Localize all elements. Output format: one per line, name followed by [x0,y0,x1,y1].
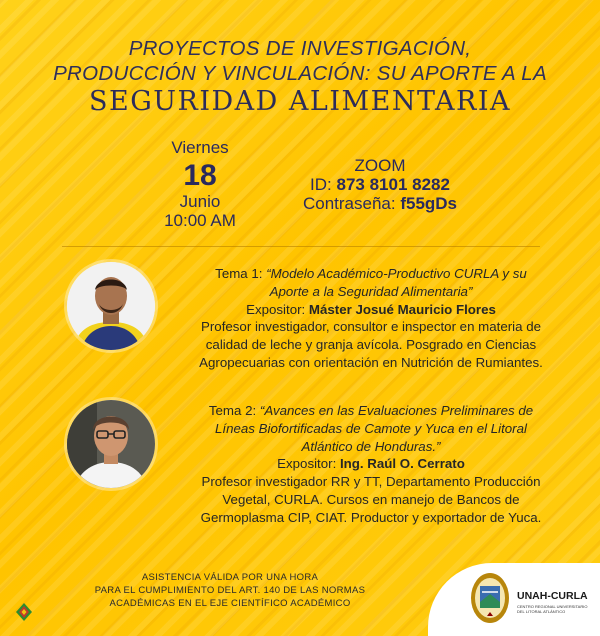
leaf-logo-icon [14,602,34,622]
speaker-2-photo [67,400,155,488]
talk-2-topic [196,402,546,455]
title-lines [0,36,600,86]
attendance-line-2: PARA EL CUMPLIMIENTO DEL ART. 140 DE LAS NORMAS [94,585,366,596]
zoom-id-label: ID: [310,175,332,194]
talk-1-expositor [196,301,546,319]
university-seal-icon [470,572,510,624]
zoom-id-value: 873 8101 8282 [336,175,450,194]
title-line-2: PRODUCCIÓN Y VINCULACIÓN: SU APORTE A LA [53,62,547,85]
date-month: Junio [179,192,221,211]
talk-1-tema-title: “Modelo Académico-Productivo CURLA y su Aporte a la Seguridad Alimentaria” [266,266,527,299]
date-time: 10:00 AM [164,211,236,230]
event-date [140,138,260,230]
talk-1-topic [196,265,546,301]
talk-1-expositor-label: Expositor: [246,301,306,317]
speaker-1-photo [67,262,155,350]
talk-2 [196,402,546,527]
talk-2-expositor [196,455,546,473]
attendance-note [60,571,400,610]
title-line-1: PROYECTOS DE INVESTIGACIÓN, [128,37,472,60]
talk-1-expositor-name: Máster Josué Mauricio Flores [308,301,496,317]
talk-2-expositor-name: Ing. Raúl O. Cerrato [339,456,465,472]
date-weekday: Viernes [171,138,229,157]
talk-2-bio: Profesor investigador RR y TT, Departamento Producción Vegetal, CURLA. Cursos en manejo de Bancos de Germoplasma CIP, CIAT. Productor y exportador de Yuca. [200,474,542,525]
talk-2-expositor-label: Expositor: [277,456,337,472]
attendance-line-1: ASISTENCIA VÁLIDA POR UNA HORA [141,572,319,583]
zoom-password [280,194,480,213]
talk-1 [196,265,546,372]
zoom-label: ZOOM [354,156,406,175]
brand-subtitle: CENTRO REGIONAL UNIVERSITARIO DEL LITORAL ATLÁNTICO [517,604,588,614]
date-day: 18 [183,159,217,192]
zoom-password-label: Contraseña: [302,194,396,213]
brand-name: UNAH-CURLA [517,590,588,602]
zoom-password-value: f55gDs [400,194,458,213]
zoom-id [280,175,480,194]
talk-2-tema-title: “Avances en las Evaluaciones Preliminares de Líneas Biofortificadas de Camote y Yuca en el Litoral Atlántico de Honduras.” [215,403,534,454]
talk-1-tema-label: Tema 1: [215,266,263,281]
talk-1-bio: Profesor investigador, consultor e inspector en materia de calidad de leche y granja avícola. Posgrado en Ciencias Agropecuarias con orientación en Nutrición de Rumiantes. [199,319,543,370]
attendance-line-3: ACADÉMICAS EN EL EJE CIENTÍFICO ACADÉMICO [109,598,351,609]
talk-2-tema-label: Tema 2: [208,403,257,418]
main-title: SEGURIDAD ALIMENTARIA [89,86,511,117]
zoom-info [280,156,480,213]
divider [62,246,540,247]
